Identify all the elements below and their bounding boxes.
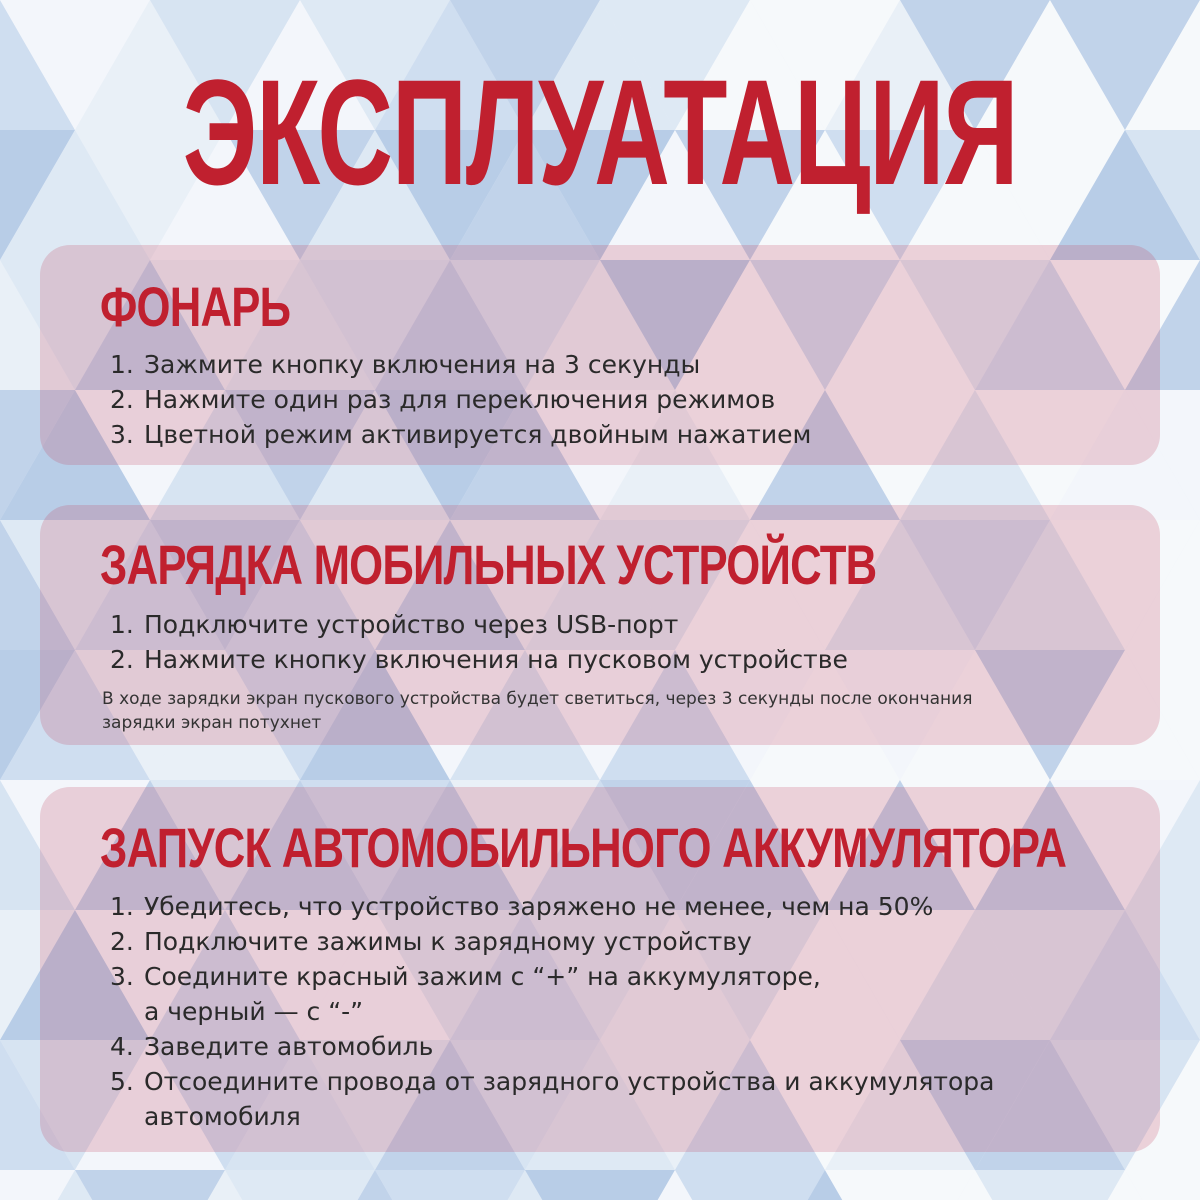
list-item: 2. Нажмите кнопку включения на пусковом устройстве xyxy=(110,645,848,674)
list-item: 1. Подключите устройство через USB-порт xyxy=(110,610,679,639)
section-flashlight xyxy=(40,245,1160,465)
list-item: 4. Заведите автомобиль xyxy=(110,1032,434,1061)
steps-list xyxy=(110,347,811,452)
list-item: 1. Убедитесь, что устройство заряжено не менее, чем на 50% xyxy=(110,892,934,921)
section-car-battery-start xyxy=(40,787,1160,1152)
section-title: ФОНАРЬ xyxy=(100,275,291,338)
steps-list xyxy=(110,889,994,1134)
section-title: ЗАПУСК АВТОМОБИЛЬНОГО АККУМУЛЯТОРА xyxy=(100,816,1067,879)
steps-list xyxy=(110,607,848,677)
list-item: 2. Нажмите один раз для переключения режимов xyxy=(110,385,776,414)
section-mobile-charging xyxy=(40,505,1160,745)
list-item: 5. Отсоедините провода от зарядного устройства и аккумулятора автомобиля xyxy=(110,1067,995,1131)
charging-note: В ходе зарядки экран пускового устройства будет светиться, через 3 секунды после окончания зарядки экран потухнет xyxy=(102,689,973,733)
page-title: ЭКСПЛУАТАЦИЯ xyxy=(182,48,1018,216)
list-item: 3. Соедините красный зажим с “+” на аккумуляторе, а черный — с “-” xyxy=(110,962,821,1026)
list-item: 3. Цветной режим активируется двойным нажатием xyxy=(110,420,812,449)
list-item: 2. Подключите зажимы к зарядному устройству xyxy=(110,927,752,956)
list-item: 1. Зажмите кнопку включения на 3 секунды xyxy=(110,350,701,379)
section-title: ЗАРЯДКА МОБИЛЬНЫХ УСТРОЙСТВ xyxy=(100,533,877,596)
